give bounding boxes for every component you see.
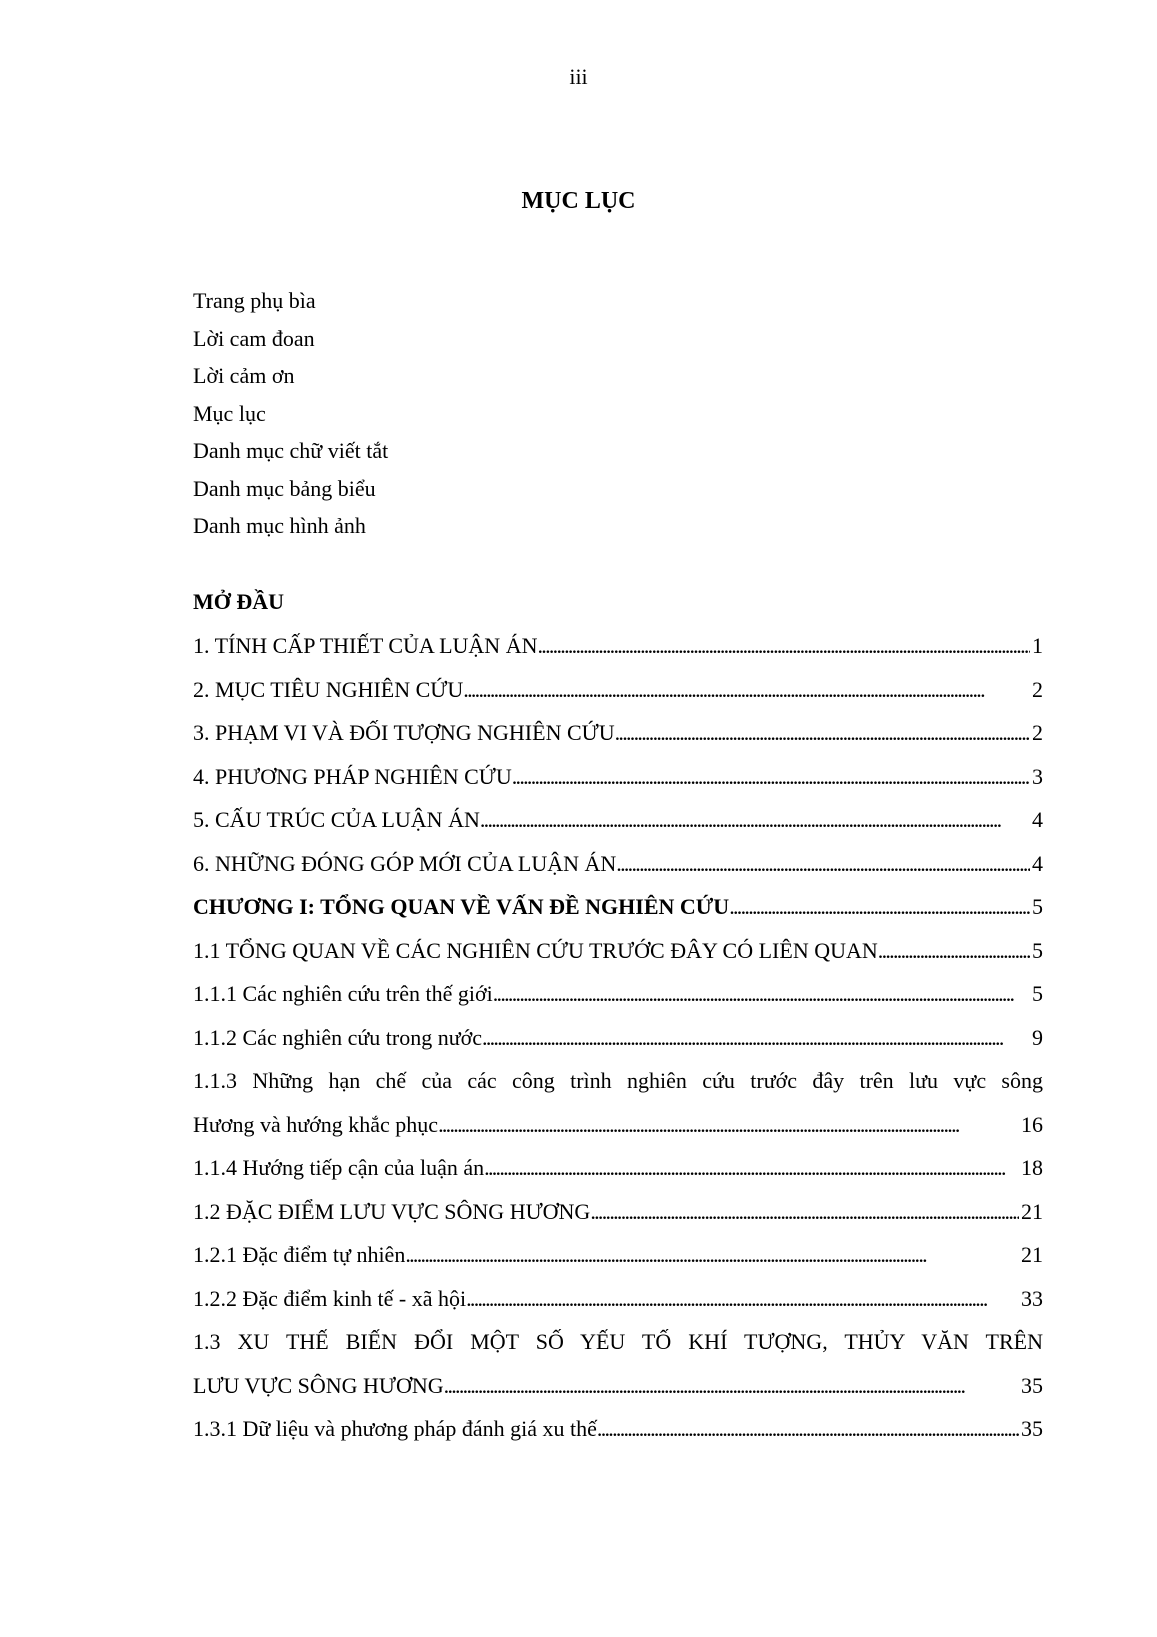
toc-entry-page-number: 5 [1032, 894, 1043, 919]
toc-entry-text: CHƯƠNG I: TỔNG QUAN VỀ VẤN ĐỀ NGHIÊN CỨU [193, 894, 730, 919]
front-matter-item: Lời cảm ơn [193, 363, 295, 388]
toc-entry-text: Hương và hướng khắc phục [193, 1111, 439, 1137]
toc-entry [193, 759, 1043, 803]
toc-entry [193, 933, 1043, 977]
toc-entry-row [193, 1194, 1043, 1230]
toc-entry-page-number: 3 [1032, 763, 1043, 789]
toc-entry-text: 1.1.4 Hướng tiếp cận của luận án [193, 1155, 485, 1180]
toc-entry-page-number: 9 [1032, 1024, 1043, 1050]
dot-leader [512, 759, 1030, 795]
dot-leader [597, 1411, 1019, 1447]
toc-entry-row [193, 933, 1043, 969]
toc-entry-text: 1.1.1 Các nghiên cứu trên thế giới [193, 981, 493, 1006]
dot-leader [466, 1281, 1019, 1317]
toc-entry [193, 1237, 1043, 1281]
toc-entry [193, 1411, 1043, 1455]
toc-entry-text: 3. PHẠM VI VÀ ĐỐI TƯỢNG NGHIÊN CỨU [193, 720, 615, 745]
toc-entry-row [193, 1150, 1043, 1186]
toc-entry-row [193, 846, 1043, 882]
front-matter-item: Danh mục chữ viết tắt [193, 438, 389, 463]
toc-entry-page-number: 33 [1021, 1285, 1043, 1311]
toc-entry-row [193, 1107, 1043, 1143]
toc-entry-page-number: 2 [1032, 720, 1043, 745]
toc-entry-row [193, 628, 1043, 664]
toc-entry-row [193, 1237, 1043, 1273]
toc-entry-page-number: 5 [1032, 937, 1043, 963]
toc-entry [193, 715, 1043, 759]
front-matter-item: Trang phụ bìa [193, 288, 316, 313]
toc-entry-row [193, 1281, 1043, 1317]
toc-entry [193, 889, 1043, 933]
dot-leader [615, 715, 1030, 751]
toc-entry-page-number: 16 [1021, 1111, 1043, 1137]
toc-entry-page-number: 18 [1021, 1155, 1043, 1180]
toc-entry-text: 6. NHỮNG ĐÓNG GÓP MỚI CỦA LUẬN ÁN [193, 850, 617, 876]
dot-leader [729, 889, 1030, 925]
toc-entry [193, 1324, 1043, 1411]
dot-leader [463, 672, 1030, 708]
front-matter-list [193, 282, 388, 545]
intro-heading: MỞ ĐẦU [193, 589, 285, 614]
toc-entry-row [193, 1020, 1043, 1056]
toc-entry-text: LƯU VỰC SÔNG HƯƠNG [193, 1372, 444, 1398]
dot-leader [444, 1368, 1019, 1404]
toc-entry-text-line1: 1.1.3 Những hạn chế của các công trình nghiên cứu trước đây trên lưu vực sông [193, 1068, 1043, 1093]
dot-leader [438, 1107, 1019, 1143]
toc-entry-text-line1: 1.3 XU THẾ BIẾN ĐỔI MỘT SỐ YẾU TỐ KHÍ TƯỢNG, THỦY VĂN TRÊN [193, 1329, 1043, 1354]
toc-entry-page-number: 4 [1032, 807, 1043, 832]
dot-leader [405, 1237, 1019, 1273]
toc-entry-page-number: 1 [1032, 633, 1043, 658]
toc-entry-page-number: 21 [1021, 1242, 1043, 1267]
toc-entry [193, 802, 1043, 846]
toc-entry [193, 1281, 1043, 1325]
toc-entry [193, 1063, 1043, 1150]
dot-leader [537, 628, 1030, 664]
toc-entry [193, 628, 1043, 672]
toc-entry-row [193, 976, 1043, 1012]
toc-entry [193, 1150, 1043, 1194]
toc-entry-text: 1.2.2 Đặc điểm kinh tế - xã hội [193, 1285, 467, 1311]
toc-entry-page-number: 5 [1032, 981, 1043, 1006]
toc-entry-row [193, 715, 1043, 751]
toc-entry-text: 1.2.1 Đặc điểm tự nhiên [193, 1242, 406, 1267]
toc-list [193, 628, 1043, 1455]
toc-entry [193, 1194, 1043, 1238]
dot-leader [482, 1020, 1030, 1056]
toc-entry [193, 846, 1043, 890]
toc-entry [193, 672, 1043, 716]
toc-entry-text: 1.1.2 Các nghiên cứu trong nước [193, 1024, 483, 1050]
toc-entry-text: 2. MỤC TIÊU NGHIÊN CỨU [193, 676, 464, 702]
toc-entry-text: 4. PHƯƠNG PHÁP NGHIÊN CỨU [193, 763, 512, 789]
dot-leader [480, 802, 1030, 838]
toc-title: MỤC LỤC [521, 188, 636, 214]
toc-entry-page-number: 35 [1021, 1372, 1043, 1398]
front-matter-item: Lời cam đoan [193, 325, 315, 351]
toc-entry-row [193, 759, 1043, 795]
toc-entry-text: 1.2 ĐẶC ĐIỂM LƯU VỰC SÔNG HƯƠNG [193, 1198, 591, 1224]
dot-leader [484, 1150, 1019, 1186]
toc-entry-page-number: 2 [1032, 676, 1043, 702]
dot-leader [590, 1194, 1019, 1230]
dot-leader [878, 933, 1030, 969]
page-number: iii [569, 64, 588, 89]
toc-entry-page-number: 4 [1032, 850, 1043, 876]
toc-entry-page-number: 35 [1021, 1416, 1043, 1441]
toc-entry-row [193, 672, 1043, 708]
front-matter-item: Mục lục [193, 400, 266, 426]
toc-entry-page-number: 21 [1021, 1198, 1043, 1224]
toc-entry [193, 976, 1043, 1020]
toc-entry-row [193, 1411, 1043, 1447]
toc-entry-text: 1.3.1 Dữ liệu và phương pháp đánh giá xu thế [193, 1416, 597, 1441]
toc-entry-text: 5. CẤU TRÚC CỦA LUẬN ÁN [193, 807, 480, 832]
front-matter-item: Danh mục bảng biểu [193, 475, 376, 501]
toc-entry-row [193, 802, 1043, 838]
toc-entry [193, 1020, 1043, 1064]
dot-leader [616, 846, 1030, 882]
toc-entry-text: 1. TÍNH CẤP THIẾT CỦA LUẬN ÁN [193, 633, 538, 658]
toc-entry-row [193, 889, 1043, 925]
dot-leader [493, 976, 1030, 1012]
front-matter-item: Danh mục hình ảnh [193, 513, 366, 538]
toc-entry-row [193, 1368, 1043, 1404]
toc-entry-text: 1.1 TỔNG QUAN VỀ CÁC NGHIÊN CỨU TRƯỚC ĐÂY CÓ LIÊN QUAN [193, 937, 878, 963]
